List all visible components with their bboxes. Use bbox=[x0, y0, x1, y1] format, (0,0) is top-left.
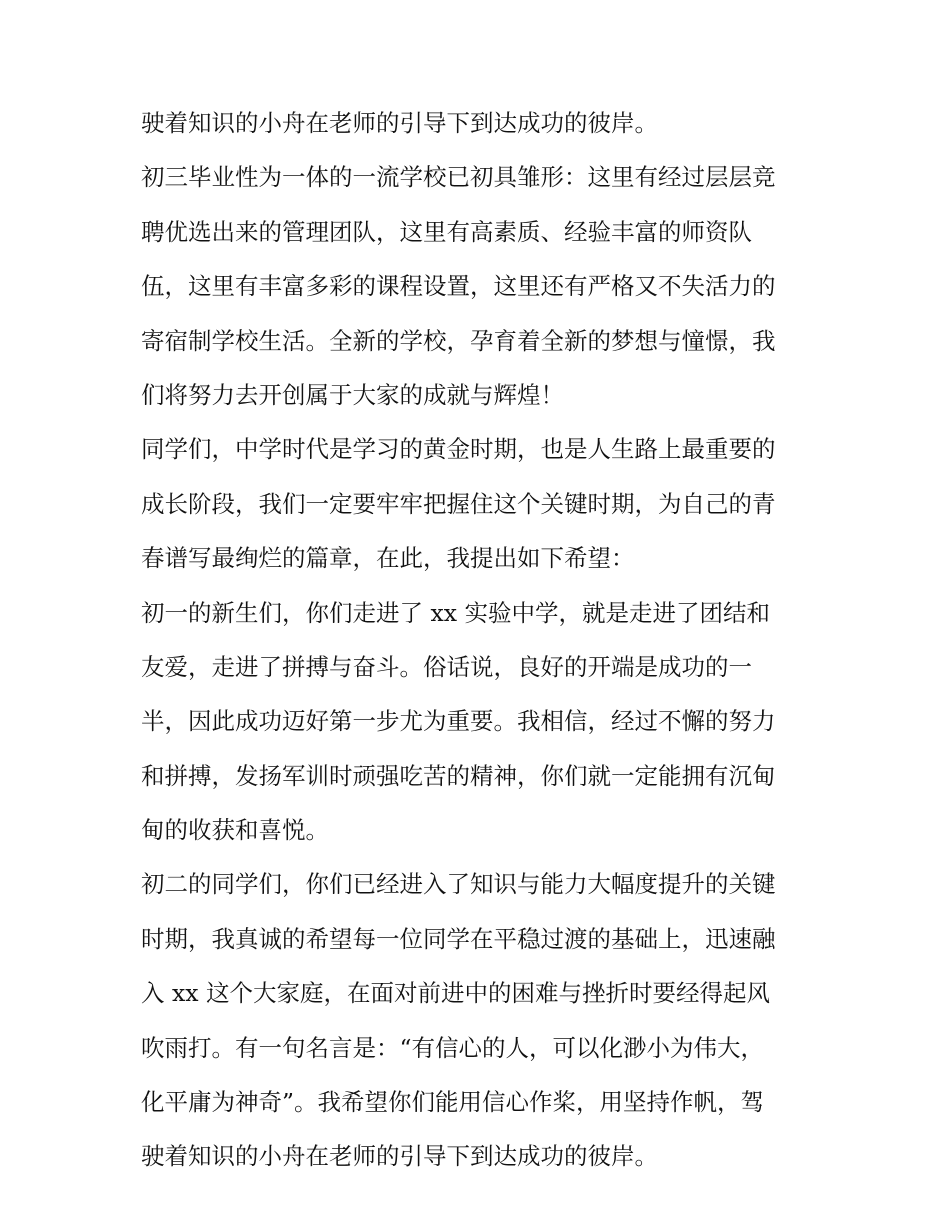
text-line: 同学们，中学时代是学习的黄金时期，也是人生路上最重要的 bbox=[141, 435, 776, 464]
text-line: 成长阶段，我们一定要牢牢把握住这个关键时期，为自己的青 bbox=[141, 489, 776, 518]
text-line: 入 xx 这个大家庭，在面对前进中的困难与挫折时要经得起风 bbox=[141, 979, 770, 1008]
text-line: 化平庸为神奇”。我希望你们能用信心作桨，用坚持作帆，驾 bbox=[141, 1088, 765, 1117]
text-line: 时期，我真诚的希望每一位同学在平稳过渡的基础上，迅速融 bbox=[141, 924, 776, 953]
text-line: 驶着知识的小舟在老师的引导下到达成功的彼岸。 bbox=[141, 109, 658, 137]
text-line: 聘优选出来的管理团队，这里有高素质、经验丰富的师资队 bbox=[141, 217, 752, 246]
text-line: 伍，这里有丰富多彩的课程设置，这里还有严格又不失活力的 bbox=[141, 272, 776, 301]
text-line: 和拼搏，发扬军训时顽强吃苦的精神，你们就一定能拥有沉甸 bbox=[141, 761, 776, 790]
text-line: 初二的同学们，你们已经进入了知识与能力大幅度提升的关键 bbox=[141, 870, 776, 899]
text-line: 初一的新生们，你们走进了 xx 实验中学，就是走进了团结和 bbox=[141, 598, 770, 627]
text-line: 初三毕业性为一体的一流学校已初具雏形：这里有经过层层竞 bbox=[141, 163, 776, 192]
text-line: 吹雨打。有一句名言是：“有信心的人，可以化渺小为伟大， bbox=[141, 1033, 765, 1062]
text-line: 寄宿制学校生活。全新的学校，孕育着全新的梦想与憧憬，我 bbox=[141, 326, 776, 355]
text-line: 甸的收获和喜悦。 bbox=[141, 816, 329, 845]
text-line: 们将努力去开创属于大家的成就与辉煌！ bbox=[141, 380, 564, 409]
text-line: 友爱，走进了拼搏与奋斗。俗话说，良好的开端是成功的一 bbox=[141, 652, 752, 681]
document-body bbox=[141, 108, 813, 1196]
text-line: 驶着知识的小舟在老师的引导下到达成功的彼岸。 bbox=[141, 1142, 658, 1171]
text-line: 半，因此成功迈好第一步尤为重要。我相信，经过不懈的努力 bbox=[141, 707, 776, 736]
text-line: 春谱写最绚烂的篇章，在此，我提出如下希望： bbox=[141, 544, 635, 573]
